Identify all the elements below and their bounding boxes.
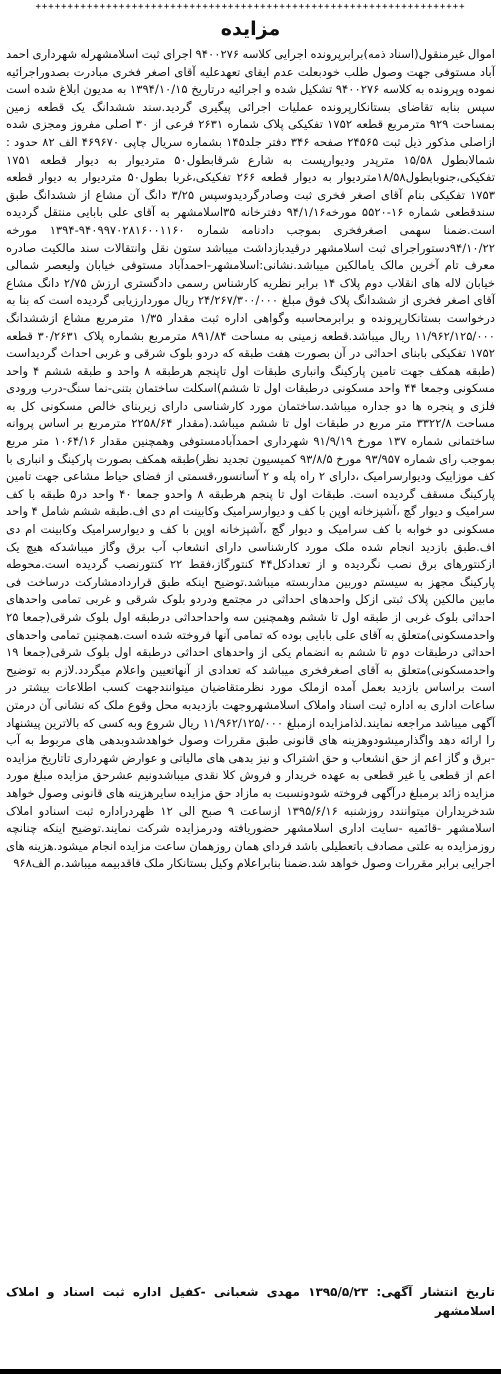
notice-title: مزایده: [220, 18, 281, 40]
bottom-border-bar: [0, 1369, 501, 1374]
top-decorative-rule: +++++++++++++++++++++++++++++++++++++++++++++++++++++++++++++++++++: [35, 2, 466, 12]
publication-footer: تاریخ انتشار آگهی: ۱۳۹۵/۵/۲۳ مهدی شعبانی -کفیل اداره ثبت اسناد و املاک اسلامشهر: [6, 1285, 495, 1318]
notice-body-text: اموال غیرمنقول(اسناد ذمه)برابرپرونده اجرایی کلاسه ۹۴۰۰۲۷۶ اجرای ثبت اسلامشهرله شهرداری احمد آباد مستوفی جهت وصول طلب خودبعلت عدم ایفای تعهدعلیه آقای اصغر فخری مبادرت بصدوراجرائیه نموده وپرونده به کلاسه ۹۴۰۰۲۷۶ تشکیل شده و اجرائیه درتاریخ ۱۳۹۴/۱۰/۱۵ به مدیون ابلاغ شده است سپس بنابه تقاضای بستانکارپرونده عملیات اجرائی پیگیری گردید.سند ششدانگ یک قطعه زمین بمساحت ۹۲۹ مترمربع قطعه ۱۷۵۲ تفکیکی پلاک شماره ۲۶۳۱ فرعی از ۳۰ اصلی مفروز ومجزی شده ازاصلی مذکور ذیل ثبت ۲۴۵۶۵ صفحه ۳۴۶ دفتر جلد۱۴۵ بشماره سریال چاپی ۴۶۹۶۷۰ الف ۸۲ حدود : شمالابطول ۱۵/۵۸ مترپدر ودیوارپست به شارع شرقابطول۵۰ متردیوار به دیوار قطعه ۱۷۵۱ تفکیکی،جنوبابطول۱۸/۵۸مترديوار به دیوار قطعه ۲۶۶ تفکیکی،غربا بطول۵۰ متردیوار به دیوار قطعه ۱۷۵۳ تفکیکی بنام آقای اصغر فخری ثبت وصادرگردیدوسپس ۳/۲۵ دانگ آن مشاع از ششدانگ طبق سندقطعی شماره ۱۶-۵۵۲۰ مورخه۹۴/۱/۱۶ دفترخانه ۳۵اسلامشهر به آقای علی بابایی منتقل گردیده است.ضمنا سهمی اصغرفخری بموجب دادنامه شماره ۹۴۰۹۹۷۰۲۸۱۶۰۰۱۱۶۰-۱۳۹۴ مورخه ۹۴/۱۰/۲۲دستوراجرای ثبت اسلامشهر درقیدبازداشت میباشد ستون نقل وانتقالات سند مالکیت صادره معرف تام آخرین مالک یامالکین میباشد.نشانی:اسلامشهر-احمدآباد مستوفی خیابان ولیعصر شمالی خیابان لاله های انقلاب دوم پلاک ۱۴ برابر نظریه کارشناس رسمی دادگستری ارزش ۲/۷۵ دانگ مشاع آقای اصغر فخری از ششدانگ پلاک فوق مبلغ ۲۴/۲۶۷/۳۰۰/۰۰۰ ریال موردارزیابی گردیده است که بنا به درخواست بستانکارپرونده و برابرمحاسبه وگواهی اداره ثبت مقدار ۱/۳۵ مترمربع مشاع ازششدانگ ۱۱/۹۶۲/۱۲۵/۰۰۰ ریال میباشد.قطعه زمینی به مساحت ۸۹۱/۸۴ مترمربع بشماره پلاک ۳۰/۲۶۳۱ قطعه ۱۷۵۲ تفکیکی بابنای احداثی در آن بصورت هفت طبقه که دردو بلوک شرقی و غربی احداث گردیداست (طبقه همکف جهت تامین پارکینگ وانباری طبقات اول تاپنجم هرطبقه ۸ واحد و طبقه ششم ۴ واحد مسکونی وجمعا ۴۴ واحد مسکونی درطبقات اول تا ششم)اسکلت ساختمان بتنی-نما سنگ-درب ورودی فلزی و پنجره ها دو جداره میباشد.ساختمان مورد کارشناسی دارای زیربنای خالص مسکونی کل به مساحت ۳۳۲۲/۸ متر مربع در طبقات اول تا ششم میباشد.(مقدار ۲۲۵۸/۶۴ مترمربع بر اساس پروانه ساختمانی شماره ۱۳۷ مورخ ۹۱/۹/۱۹ شهرداری احمدآبادمستوفی وهمچنین مقدار ۱۰۶۴/۱۶ متر مربع بموجب رای شماره ۹۳/۹۵۷ مورخ ۹۳/۸/۵ کمیسیون تجدید نظر)طبقه همکف بصورت پارکینگ و انباری با کف موزاییک ودیوارسرامیک ،دارای ۲ راه پله و ۲ آسانسور،قسمتی از فضای حیاط مشاعی جهت تامین پارکینگ مسقف گردیده است. طبقات اول تا پنجم هرطبقه ۸ واحدو جمعا ۴۰ واحد در۵ طبقه با کف سرامیک و دیوار گچ ،آشپزخانه اوپن با کف و دیوارسرامیک وکابینت ام دی اف.طبقه ششم شامل ۴ واحد مسکونی دو خوابه با کف سرامیک و دیوار گچ ،آشپزخانه اوپن با کف و دیوارسرامیک وکابینت ام دی اف.طبق بازدید انجام شده ملک مورد کارشناسی دارای انشعاب آب برق وگاز میباشدکه هیچ یک ازکنتورهای برق نصب نگردیده و از تعدادکل۴۴ کنتورگاز،فقط ۲۲ کنتورنصب گردیده است.محوطه پارکینگ مجهز به سیستم دوربین مداربسته میباشد.توضیح اینکه طبق قراردادمشارکت درساخت فی مابین مالکین پلاک ثبتی ازکل واحدهای احداثی در مجتمع ودردو بلوک شرقی و غربی تمامی واحدهای احداثی بلوک غربی از طبقه اول تا ششم وهمچنین سه واحداحداثی درطبقه اول بلوک شرقی(جمعا ۲۵ واحدمسکونی)متعلق به آقای علی بابایی بوده که تمامی آنها فروخته شده است.همچنین تمامی واحدهای احداثی درطبقات دوم تا ششم به انضمام یکی از واحدهای احداثی درطبقه اول بلوک شرقی(جمعا ۱۹ واحدمسکونی)متعلق به آقای اصغرفخری میباشد که تعدادی از آنهاتعیین واعلام میگردد.لازم به توضیح است براساس بازدید بعمل آمده ازملک مورد نظرمتقاضیان میتوانندجهت کسب اطلاعات بیشتر در ساعات اداری به اداره ثبت اسناد واملاک اسلامشهروجهت بازدیدبه محل وقوع ملک که نشانی آن درمتن آگهی میباشد مراجعه نمایند.لذامزایده ازمبلغ ۱۱/۹۶۲/۱۲۵/۰۰۰ ریال شروع وبه کسی که بالاترین پیشنهاد را ارائه دهد واگذارمیشودوهزینه های قانونی طبق مقررات وصول خواهدشدوبدهی های مربوط به آب -برق و گاز اعم از حق انشعاب و حق اشتراک و نیز بدهی های مالیاتی و عوارض شهرداری تاتاریخ مزایده اعم از قطعی یا غیر قطعی به عهده خریدار و فروش کلا نقدی میباشدونیم عشرحق مزایده مبلغ مورد مزایده زائد برمبلغ درآگهی فروخته شودونسبت به مازاد حق مزایده سایرهزینه های قانونی وصول خواهد شدخریداران میتوانندد روزشنبه ۱۳۹۵/۶/۱۶ ازساعت ۹ صبح الی ۱۲ ظهردراداره ثبت اسنادو املاک اسلامشهر -قائمیه -سایت اداری اسلامشهر حضوریافته ودرمزایده شرکت نمایند.توضیح اینکه چنانچه روزمزایده به علتی مصادف باتعطیلی باشد فردای همان روزهمان ساعت مزایده انجام میشود.هزینه های اجرایی برابر مقررات وصول خواهد شد.ضمنا بنابراعلام وکیل بستانکار ملک فاقدبیمه میباشد.م الف۹۶۸: [6, 47, 496, 871]
